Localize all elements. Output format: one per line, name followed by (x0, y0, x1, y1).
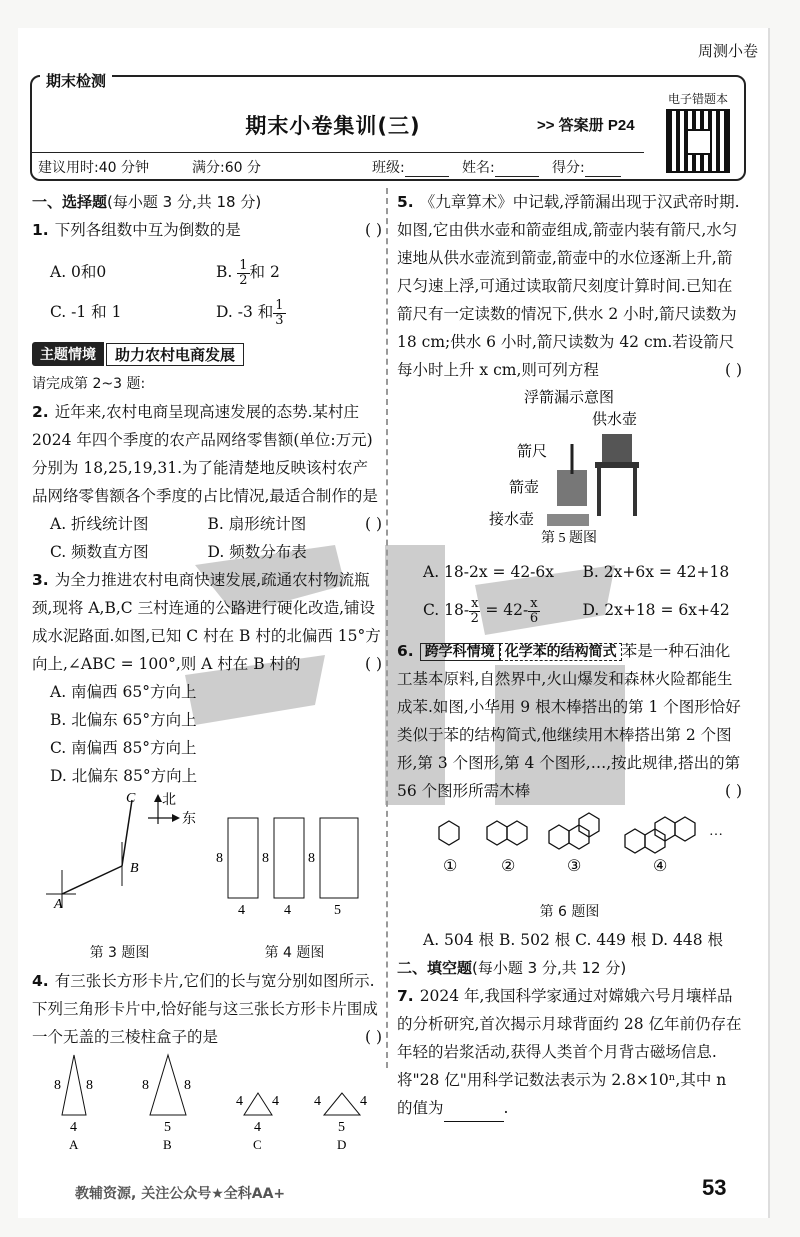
fig6-label-4: ④ (653, 858, 668, 875)
fig3-b-label: B (130, 861, 139, 876)
q1-option-d[interactable] (216, 292, 382, 332)
q1-d-prefix: D. -3 和 (216, 303, 274, 321)
question-6 (397, 637, 742, 805)
footer-text: 教辅资源, 关注公众号★全科AA+ (75, 1186, 286, 1202)
fig3-a-label: A (54, 897, 63, 912)
fig4-h3: 8 (308, 851, 315, 866)
q5-number: 5. (397, 193, 414, 211)
fig6-shape-3a (549, 825, 569, 849)
name-label: 姓名: (462, 160, 495, 176)
q6-topic: 化学苯的结构简式 (500, 643, 622, 661)
q5-c-mid: = 42- (480, 601, 529, 619)
name-blank[interactable] (495, 162, 539, 177)
q1-option-c[interactable]: C. -1 和 1 (50, 303, 122, 321)
q5-c-frac1 (469, 597, 480, 626)
sec1-note: (每小题 3 分,共 18 分) (107, 193, 262, 211)
fig4-rect-2 (274, 818, 304, 898)
q1-d-den: 3 (275, 312, 284, 328)
time-limit: 建议用时:40 分钟 (38, 160, 149, 176)
q4-b-label: B (163, 1137, 172, 1151)
fig5-supply-label: 供水壶 (592, 412, 638, 428)
q4-option-c[interactable] (236, 1093, 279, 1151)
q5-option-c[interactable] (423, 591, 583, 629)
question-3 (32, 566, 382, 678)
fig3-north-arrowhead (154, 794, 162, 802)
q2-answer-paren[interactable]: ( ) (364, 515, 382, 533)
q4-answer-paren[interactable]: ( ) (364, 1028, 382, 1046)
column-divider (386, 188, 388, 1068)
score-label: 得分: (552, 160, 585, 176)
header-box (30, 75, 746, 181)
class-label: 班级: (372, 160, 405, 176)
q6-answer-paren[interactable]: ( ) (724, 782, 742, 800)
q4-b-base: 5 (164, 1120, 171, 1135)
q4-c-base: 4 (254, 1120, 261, 1135)
q2-option-c[interactable]: C. 频数直方图 (50, 543, 149, 561)
figure-3-diagram (46, 791, 196, 912)
q2-option-a[interactable]: A. 折线统计图 (50, 515, 149, 533)
sec2-note: (每小题 3 分,共 12 分) (472, 959, 627, 977)
fig6-dots: … (709, 824, 723, 839)
q4-a-label: A (69, 1137, 79, 1151)
section-choice-title (32, 188, 382, 216)
q5-c-frac2-num: x (530, 595, 538, 611)
question-4 (32, 967, 382, 1051)
q6-number: 6. (397, 642, 414, 660)
fig5-receive-pot (547, 514, 589, 526)
q5-option-a[interactable]: A. 18-2x = 42-6x (423, 563, 555, 581)
q1-option-b[interactable] (216, 252, 382, 292)
q5-answer-paren[interactable]: ( ) (724, 361, 742, 379)
figure-5-diagram (397, 384, 742, 544)
fig3-north-label: 北 (162, 793, 176, 808)
q2-options (50, 510, 365, 566)
q4-d-label: D (337, 1137, 347, 1151)
q6-text: 种石油化工基本原料,自然界中,火山爆发和森林火险都能生成苯.如图,小华用 9 根木棒搭出的第 1 个图形恰好类似于苯的结构简式,他继续用木棒搭出第 2 个图形,第 3 个图形,第 4 个图形,…,按此规律,搭出的第 56 个图形所需木棒 (397, 642, 741, 800)
q3-text: 为全力推进农村电商快速发展,疏通农村物流瓶颈,现将 A,B,C 三村连通的公路进行硬化改造,铺设成水泥路面.如图,已知 C 村在 B 村的北偏西 15°方向上,∠ABC = 100°,则 A 村在 B 村的 (32, 571, 381, 673)
q1-answer-paren[interactable]: ( ) (364, 221, 382, 239)
fig5-table-top (595, 462, 639, 468)
fig6-shape-2a (487, 821, 507, 845)
fig-captions-3-4 (32, 939, 382, 967)
q3-number: 3. (32, 571, 49, 589)
fig5-rod-label: 箭尺 (517, 444, 548, 460)
q3-answer-paren[interactable]: ( ) (364, 655, 382, 673)
score-field (552, 157, 621, 177)
q1-text: 下列各组数中互为倒数的是 (54, 221, 241, 239)
fig5-arrow-pot (557, 470, 587, 506)
fig3-c-label: C (126, 791, 136, 806)
fig4-caption: 第 4 题图 (264, 945, 325, 961)
q7-text: 2024 年,我国科学家通过对嫦娥六号月壤样品的分析研究,首次揭示月球背面约 28 亿年前仍存在年轻的岩浆活动,获得人类首个月背古磁场信息.将"28 亿"用科学记数法表示为 2.8×10ⁿ,其中 n 的值为 (397, 987, 742, 1117)
score-blank[interactable] (585, 162, 621, 177)
fig4-rect-3 (320, 818, 358, 898)
q4-d-triangle (324, 1093, 360, 1115)
q4-b-left: 8 (142, 1078, 149, 1093)
fig4-w3: 5 (334, 903, 341, 918)
fig6-shape-1 (439, 821, 459, 845)
q4-d-left: 4 (314, 1094, 321, 1109)
name-field (462, 157, 539, 177)
sec2-title: 二、填空题 (397, 959, 473, 977)
q5-option-d[interactable]: D. 2x+18 = 6x+42 (582, 601, 730, 619)
fig4-h1: 8 (216, 851, 223, 866)
q3-option-b[interactable]: B. 北偏东 65°方向上 (50, 711, 197, 729)
q2-text: 近年来,农村电商呈现高速发展的态势.某村庄 2024 年四个季度的农产品网络零售额(单位:万元)分别为 18,25,19,31.为了能清楚地反映该村农产品网络零售额各个季度的占比情况,最适合制作的是 (32, 403, 378, 505)
q4-a-base: 4 (70, 1120, 77, 1135)
fig4-w1: 4 (238, 903, 245, 918)
q1-number: 1. (32, 221, 49, 239)
header-tab: 周测小卷 (697, 43, 758, 60)
fig3-bc-line (122, 800, 132, 866)
q4-c-label: C (253, 1137, 262, 1151)
q4-number: 4. (32, 972, 49, 990)
fig4-h2: 8 (262, 851, 269, 866)
q1-options (50, 252, 382, 332)
q7-end: . (503, 1099, 509, 1117)
q1-b-den: 2 (239, 272, 248, 288)
q4-option-d[interactable] (314, 1093, 367, 1151)
fig3-east-label: 东 (182, 812, 196, 827)
q4-c-right: 4 (272, 1094, 279, 1109)
fig3-caption: 第 3 题图 (89, 945, 150, 961)
right-column (397, 188, 742, 1122)
full-score: 满分:60 分 (192, 160, 261, 176)
q4-c-triangle (244, 1093, 272, 1115)
q1-option-a[interactable]: A. 0和0 (50, 263, 107, 281)
q4-a-left: 8 (54, 1078, 61, 1093)
class-field (372, 157, 449, 177)
question-1 (32, 216, 382, 244)
q5-options (423, 553, 742, 629)
question-7 (397, 982, 742, 1122)
q3-option-d[interactable]: D. 北偏东 85°方向上 (50, 767, 198, 785)
fig4-w2: 4 (284, 903, 291, 918)
page-title: 期末小卷集训(三) (245, 114, 421, 138)
figures-3-4 (32, 790, 382, 930)
q4-c-left: 4 (236, 1094, 243, 1109)
q4-options-figure (32, 1051, 382, 1151)
q4-a-right: 8 (86, 1078, 93, 1093)
class-blank[interactable] (405, 162, 449, 177)
answer-reference: >> 答案册 P24 (537, 117, 635, 134)
fig6-label-2: ② (501, 858, 516, 875)
fig6-label-3: ③ (567, 858, 582, 875)
q4-a-triangle (62, 1055, 86, 1115)
fig3-east-arrowhead (172, 814, 180, 822)
q7-answer-blank[interactable] (444, 1105, 504, 1122)
section-fill-title (397, 954, 742, 982)
fig4-rect-1 (228, 818, 258, 898)
qr-code-icon (666, 109, 730, 173)
q6-tag: 跨学科情境 (420, 643, 500, 661)
theme-note: 请完成第 2~3 题: (32, 376, 146, 392)
q5-c-frac1-num: x (471, 595, 479, 611)
theme-name: 助力农村电商发展 (106, 343, 244, 366)
q1-b-num: 1 (239, 257, 248, 273)
fig5-title: 浮箭漏示意图 (523, 390, 615, 406)
q5-c-prefix: C. 18- (423, 601, 470, 619)
q6-options[interactable]: A. 504 根 B. 502 根 C. 449 根 D. 448 根 (423, 931, 724, 949)
fig6-shape-4d (675, 817, 695, 841)
fig6-shape-4a (625, 829, 645, 853)
qr-label: 电子错题本 (667, 92, 728, 106)
q1-b-suffix: 和 2 (249, 263, 280, 281)
q4-b-right: 8 (184, 1078, 191, 1093)
q2-option-b[interactable]: B. 扇形统计图 (207, 515, 307, 533)
fig5-recv-label: 接水壶 (489, 512, 535, 528)
q3-option-a[interactable]: A. 南偏西 65°方向上 (50, 683, 197, 701)
q5-c-frac2 (528, 597, 539, 626)
fig6-label-1: ① (443, 858, 458, 875)
q1-d-num: 1 (275, 297, 284, 313)
q1-b-prefix: B. (216, 263, 238, 281)
left-column (32, 188, 382, 1160)
theme-tag: 主题情境 (32, 342, 104, 366)
q4-d-right: 4 (360, 1094, 367, 1109)
q5-c-frac2-den: 6 (529, 610, 539, 626)
fig5-caption: 第 5 题图 (541, 531, 597, 544)
fig3-ab-line (62, 866, 122, 894)
fig5-supply-pot (602, 434, 632, 462)
q5-c-frac1-den: 2 (470, 610, 479, 626)
sec1-title: 一、选择题 (32, 193, 108, 211)
q5-text: 《九章算术》中记载,浮箭漏出现于汉武帝时期.如图,它由供水壶和箭壶组成,箭壶内装有箭尺,水匀速地从供水壶流到箭壶,箭壶中的水位逐渐上升,箭尺匀速上浮,可通过读取箭尺刻度计算时间.已知在箭尺有一定读数的情况下,供水 2 小时,箭尺读数为 18 cm;供水 6 小时,箭尺读数为 42 cm.若设箭尺每小时上升 x cm,则可列方程 (397, 193, 740, 379)
theme-banner (32, 342, 382, 366)
q4-b-triangle (150, 1055, 186, 1115)
q3-option-c[interactable]: C. 南偏西 85°方向上 (50, 739, 197, 757)
q4-option-b[interactable] (142, 1055, 191, 1151)
figure-6-diagram (397, 805, 742, 889)
q1-d-fraction (273, 299, 285, 328)
page-number: 53 (702, 1175, 727, 1200)
q4-d-base: 5 (338, 1120, 345, 1135)
q4-option-a[interactable] (54, 1055, 93, 1151)
fig5-pot-label: 箭壶 (509, 480, 540, 496)
figure-4-diagram (216, 818, 358, 918)
fig6-shape-2b (507, 821, 527, 845)
question-5 (397, 188, 742, 384)
q1-b-fraction (237, 259, 249, 288)
q3-options (50, 678, 382, 790)
q2-number: 2. (32, 403, 49, 421)
q7-number: 7. (397, 987, 414, 1005)
q4-text: 有三张长方形卡片,它们的长与宽分别如图所示.下列三角形卡片中,恰好能与这三张长方形卡片围成一个无盖的三棱柱盒子的是 (32, 972, 378, 1046)
q2-option-d[interactable]: D. 频数分布表 (207, 543, 307, 561)
section-tag: 期末检测 (40, 70, 112, 91)
qr-code-block[interactable] (660, 90, 736, 172)
q6-text-1: 苯是一 (621, 642, 669, 660)
fig6-caption: 第 6 题图 (539, 904, 600, 920)
header-divider (32, 152, 644, 153)
q5-option-b[interactable]: B. 2x+6x = 42+18 (582, 563, 730, 581)
